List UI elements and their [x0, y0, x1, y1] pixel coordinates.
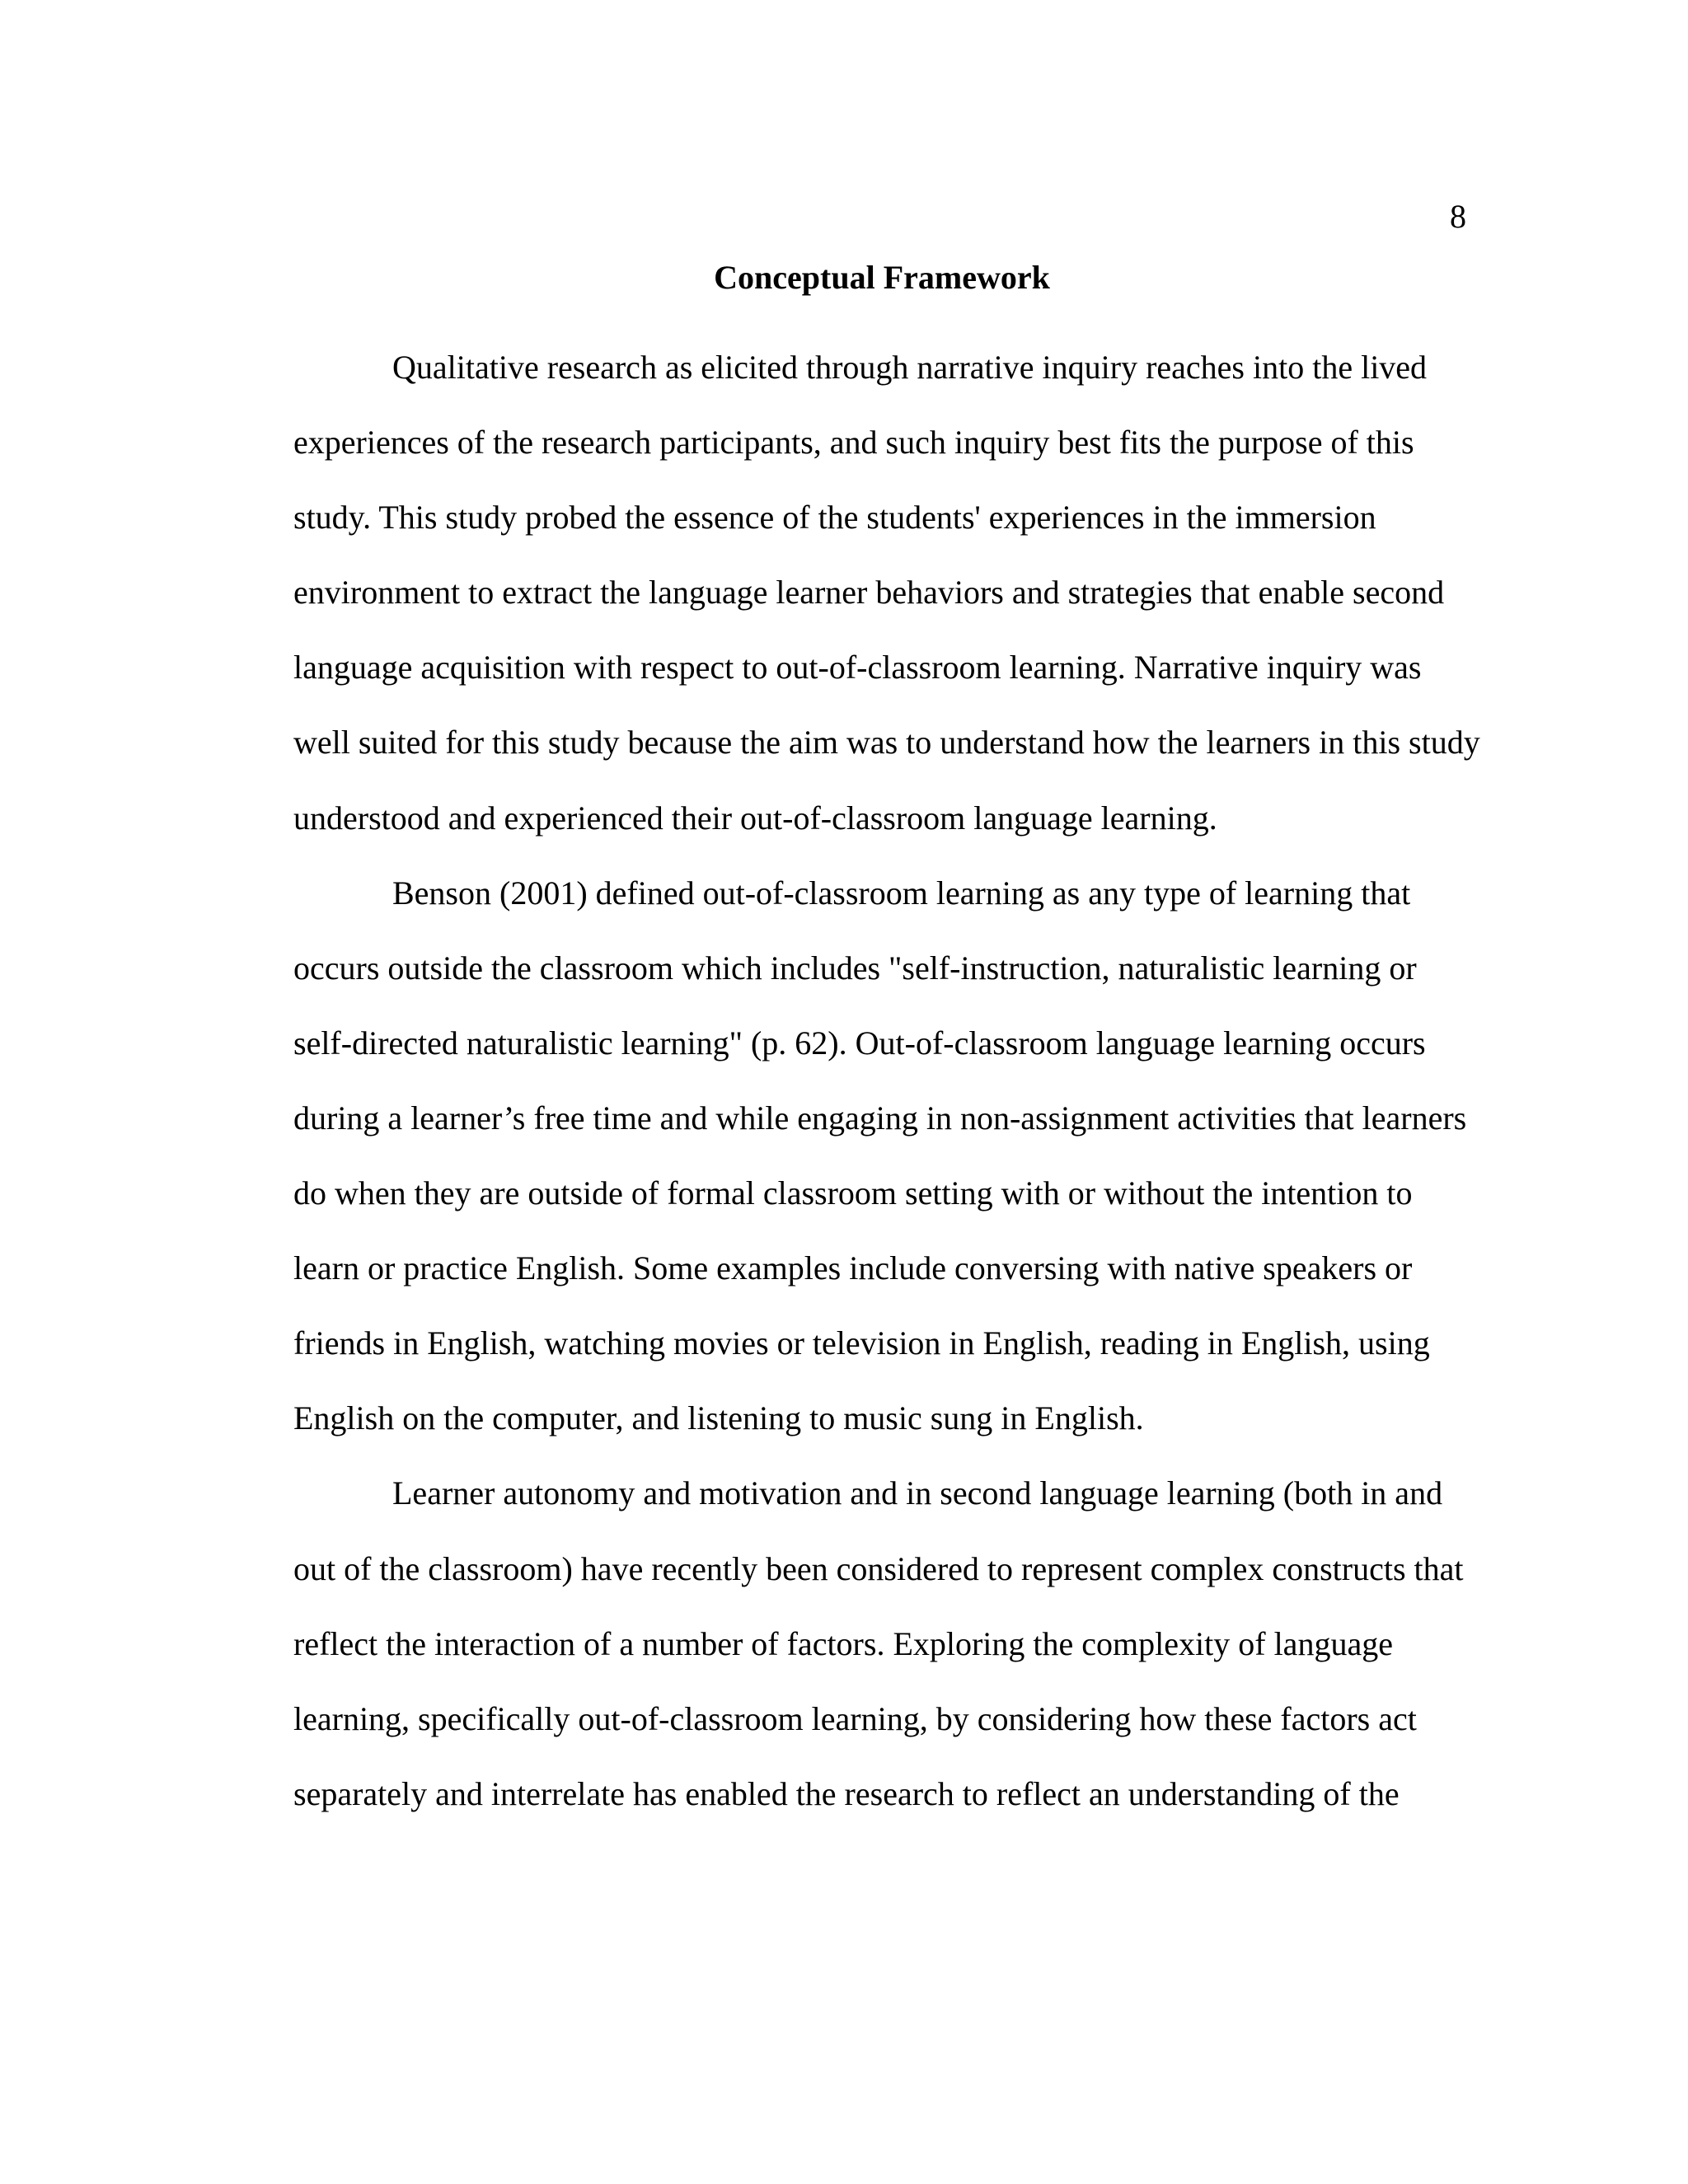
text-line: during a learner’s free time and while engaging in non-assignment activities that learners [293, 1099, 1467, 1137]
text-line: self-directed naturalistic learning" (p. 62). Out-of-classroom language learning occurs [293, 1024, 1426, 1062]
text-line: English on the computer, and listening to music sung in English. [293, 1399, 1144, 1437]
text-line: occurs outside the classroom which includes "self-instruction, naturalistic learning or [293, 949, 1417, 987]
text-line: out of the classroom) have recently been considered to represent complex constructs that [293, 1549, 1464, 1587]
text-line: language acquisition with respect to out-of-classroom learning. Narrative inquiry was [293, 649, 1422, 687]
text-line: environment to extract the language learner behaviors and strategies that enable second [293, 574, 1445, 612]
text-line: well suited for this study because the aim was to understand how the learners in this study [293, 724, 1480, 762]
text-line: study. This study probed the essence of the students' experiences in the immersion [293, 499, 1376, 537]
text-line: separately and interrelate has enabled the research to reflect an understanding of the [293, 1774, 1400, 1812]
text-line: friends in English, watching movies or television in English, reading in English, using [293, 1324, 1430, 1362]
text-line: Learner autonomy and motivation and in second language learning (both in and [392, 1474, 1443, 1512]
text-line: Benson (2001) defined out-of-classroom learning as any type of learning that [392, 874, 1411, 912]
text-line: experiences of the research participants, and such inquiry best fits the purpose of this [293, 424, 1414, 462]
paragraph [293, 330, 1480, 855]
paragraph [293, 1455, 1472, 1830]
text-line: learn or practice English. Some examples include conversing with native speakers or [293, 1249, 1413, 1287]
text-line: do when they are outside of formal classroom setting with or without the intention to [293, 1174, 1413, 1212]
text-line: learning, specifically out-of-classroom learning, by considering how these factors act [293, 1699, 1417, 1737]
text-line: reflect the interaction of a number of factors. Exploring the complexity of language [293, 1624, 1393, 1662]
paragraph [293, 855, 1472, 1456]
section-heading: Conceptual Framework [714, 259, 1050, 296]
text-line: understood and experienced their out-of-classroom language learning. [293, 799, 1217, 837]
text-line: Qualitative research as elicited through narrative inquiry reaches into the lived [392, 349, 1428, 386]
body-text [293, 330, 1480, 1831]
page-number: 8 [1450, 198, 1466, 235]
